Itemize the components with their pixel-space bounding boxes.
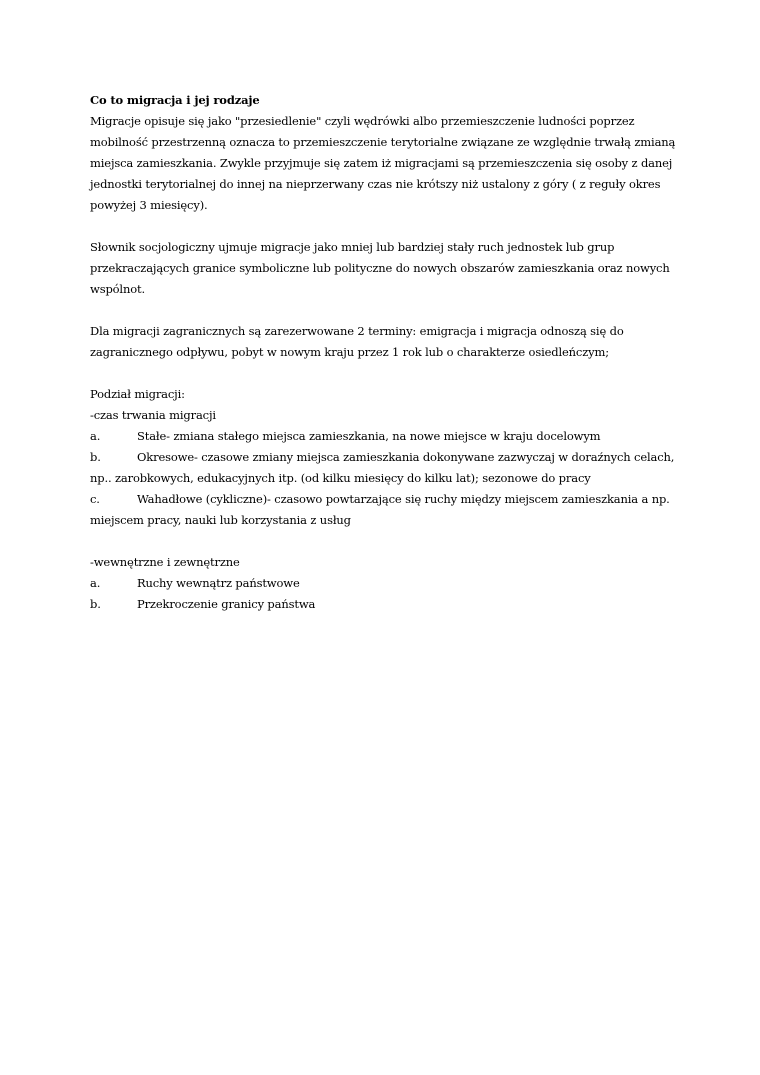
list-marker: a. xyxy=(90,576,101,590)
list-item xyxy=(90,573,680,594)
list-item xyxy=(90,489,680,531)
division-heading: Podział migracji: xyxy=(90,387,185,401)
list-item-text: Okresowe- czasowe zmiany miejsca zamieszkania dokonywane zazwyczaj w doraźnych celach, np.. zarobkowych, edukacyjnych itp. (od kilku miesięcy do kilku lat); sezonowe do pracy xyxy=(90,450,675,485)
list-marker: c. xyxy=(90,492,100,506)
paragraph-definition: Migracje opisuje się jako "przesiedlenie" czyli wędrówki albo przemieszczenie ludności poprzez mobilność przestrzenną oznacza to przemieszczenie terytorialne związane ze względnie trwałą zmianą miejsca zamieszkania. Zwykle przyjmuje się zatem iż migracjami są przemieszczenia się osoby z danej jednostki terytorialnej do innej na nieprzerwany czas nie krótszy niż ustalony z góry ( z reguły okres powyżej 3 miesięcy). xyxy=(90,114,676,212)
spacer xyxy=(90,363,680,384)
list-marker: a. xyxy=(90,429,101,443)
section-duration-heading: -czas trwania migracji xyxy=(90,408,216,422)
spacer xyxy=(90,216,680,237)
list-item xyxy=(90,426,680,447)
section-scope-heading: -wewnętrzne i zewnętrzne xyxy=(90,555,240,569)
list-item xyxy=(90,447,680,489)
list-item-text: Wahadłowe (cykliczne)- czasowo powtarzające się ruchy między miejscem zamieszkania a np. miejscem pracy, nauki lub korzystania z usług xyxy=(90,492,670,527)
list-item xyxy=(90,594,680,615)
paragraph-foreign: Dla migracji zagranicznych są zarezerwowane 2 terminy: emigracja i migracja odnoszą się do zagranicznego odpływu, pobyt w nowym kraju przez 1 rok lub o charakterze osiedleńczym; xyxy=(90,324,624,359)
list-item-text: Przekroczenie granicy państwa xyxy=(137,597,316,611)
list-item-text: Stałe- zmiana stałego miejsca zamieszkania, na nowe miejsce w kraju docelowym xyxy=(137,429,601,443)
list-item-text: Ruchy wewnątrz państwowe xyxy=(137,576,300,590)
document-title: Co to migracja i jej rodzaje xyxy=(90,93,260,107)
document-body xyxy=(90,90,680,615)
spacer xyxy=(90,300,680,321)
list-marker: b. xyxy=(90,450,101,464)
spacer xyxy=(90,531,680,552)
list-marker: b. xyxy=(90,597,101,611)
paragraph-sociological: Słownik socjologiczny ujmuje migracje jako mniej lub bardziej stały ruch jednostek lub grup przekraczających granice symboliczne lub polityczne do nowych obszarów zamieszkania oraz nowych wspólnot. xyxy=(90,240,670,296)
